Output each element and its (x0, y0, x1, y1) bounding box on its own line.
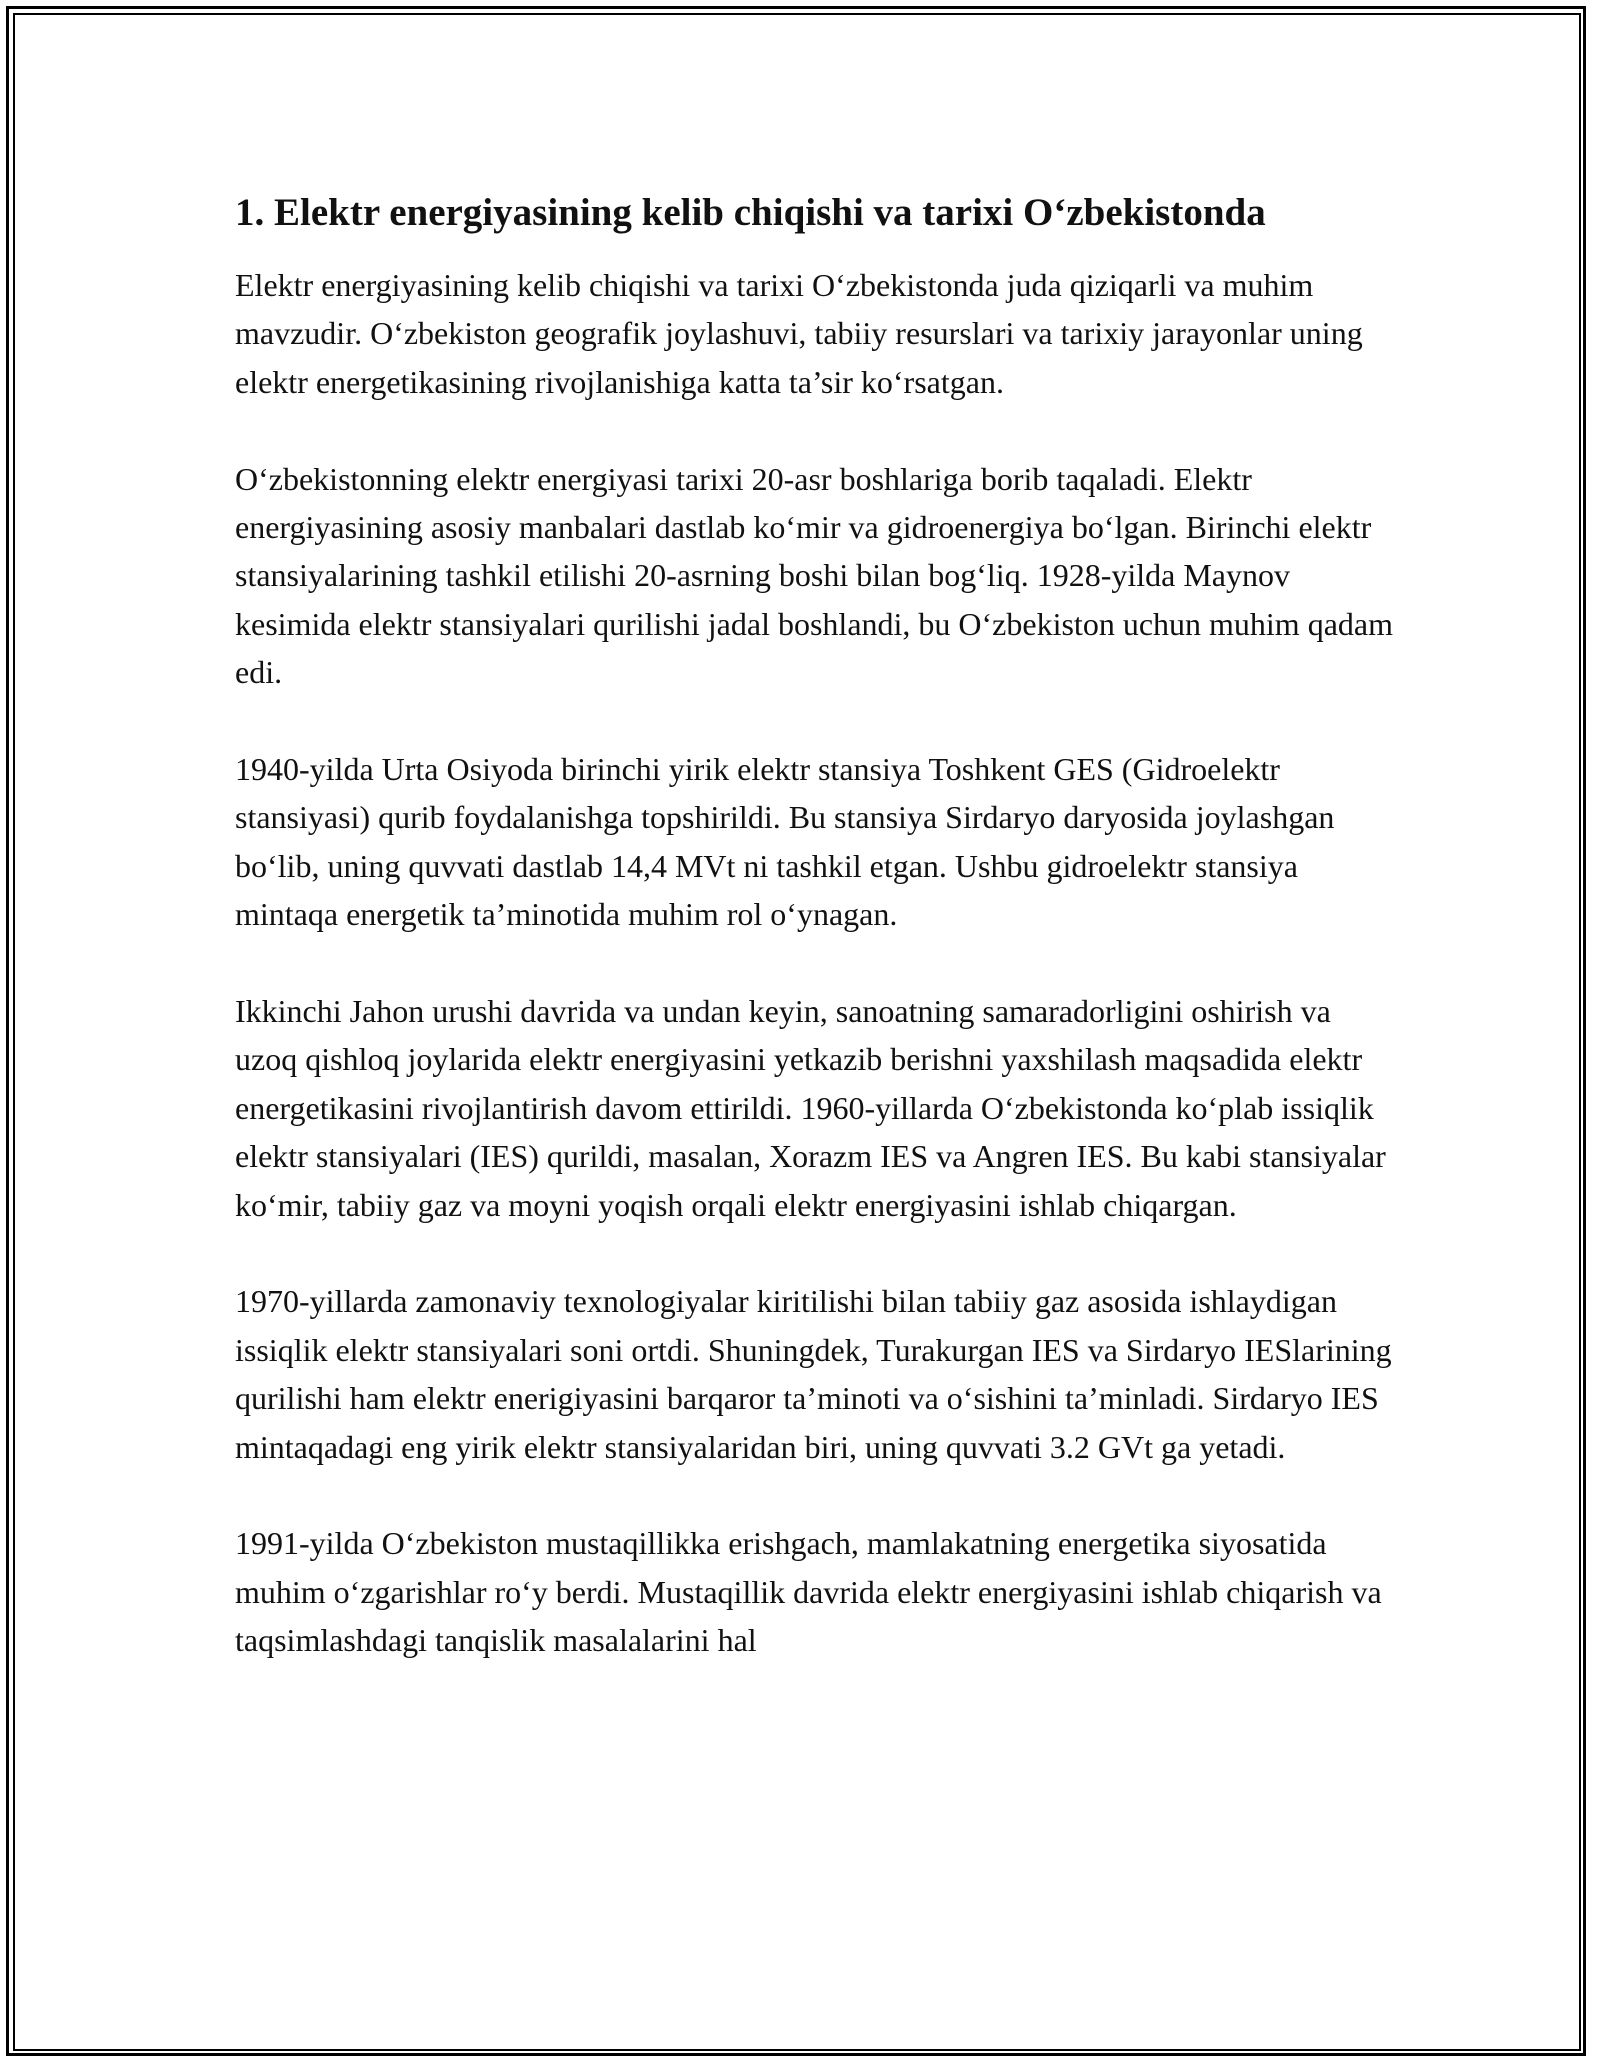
section-heading: 1. Elektr energiyasining kelib chiqishi va tarixi O‘zbekistonda (235, 191, 1266, 234)
paragraph-toshkent-ges: 1940-yilda Urta Osiyoda birinchi yirik elektr stansiya Toshkent GES (Gidroelektr stansiyasi) qurib foydalanishga topshirildi. Bu stansiya Sirdaryo daryosida joylashgan bo‘lib, uning quvvati dastlab 14,4 MVt ni tashkil etgan. Ushbu gidroelektr stansiya mintaqa energetik ta’minotida muhim rol o‘ynagan. (235, 751, 1335, 933)
paragraph-early-history: O‘zbekistonning elektr energiyasi tarixi 20-asr boshlariga borib taqaladi. Elektr energiyasining asosiy manbalari dastlab ko‘mir va gidroenergiya bo‘lgan. Birinchi elektr stansiyalarining tashkil etilishi 20-asrning boshi bilan bog‘liq. 1928-yilda Maynov kesimida elektr stansiyalari qurilishi jadal boshlandi, bu O‘zbekiston uchun muhim qadam edi. (235, 460, 1393, 691)
paragraph-independence: 1991-yilda O‘zbekiston mustaqillikka erishgach, mamlakatning energetika siyosatida muhim o‘zgarishlar ro‘y berdi. Mustaqillik davrida elektr energiyasini ishlab chiqarish va taqsimlashdagi tanqislik masalalarini hal (235, 1525, 1382, 1659)
paragraph-postwar: Ikkinchi Jahon urushi davrida va undan keyin, sanoatning samaradorligini oshirish va uzoq qishloq joylarida elektr energiyasini yetkazib berishni yaxshilash maqsadida elektr energetikasini rivojlantirish davom ettirildi. 1960-yillarda O‘zbekistonda ko‘plab issiqlik elektr stansiyalari (IES) qurildi, masalan, Xorazm IES va Angren IES. Bu kabi stansiyalar ko‘mir, tabiiy gaz va moyni yoqish orqali elektr energiyasini ishlab chiqargan. (235, 993, 1386, 1223)
document-body (235, 185, 1395, 1665)
paragraph-intro: Elektr energiyasining kelib chiqishi va tarixi O‘zbekistonda juda qiziqarli va muhim mavzudir. O‘zbekiston geografik joylashuvi, tabiiy resurslari va tarixiy jarayonlar uning elektr energetikasining rivojlanishiga katta ta’sir ko‘rsatgan. (235, 267, 1363, 400)
paragraph-1970s: 1970-yillarda zamonaviy texnologiyalar kiritilishi bilan tabiiy gaz asosida ishlaydigan issiqlik elektr stansiyalari soni ortdi. Shuningdek, Turakurgan IES va Sirdaryo IESlarining qurilishi ham elektr enerigiyasini barqaror ta’minoti va o‘sishini ta’minladi. Sirdaryo IES mintaqadagi eng yirik elektr stansiyalaridan biri, uning quvvati 3.2 GVt ga yetadi. (235, 1283, 1392, 1465)
